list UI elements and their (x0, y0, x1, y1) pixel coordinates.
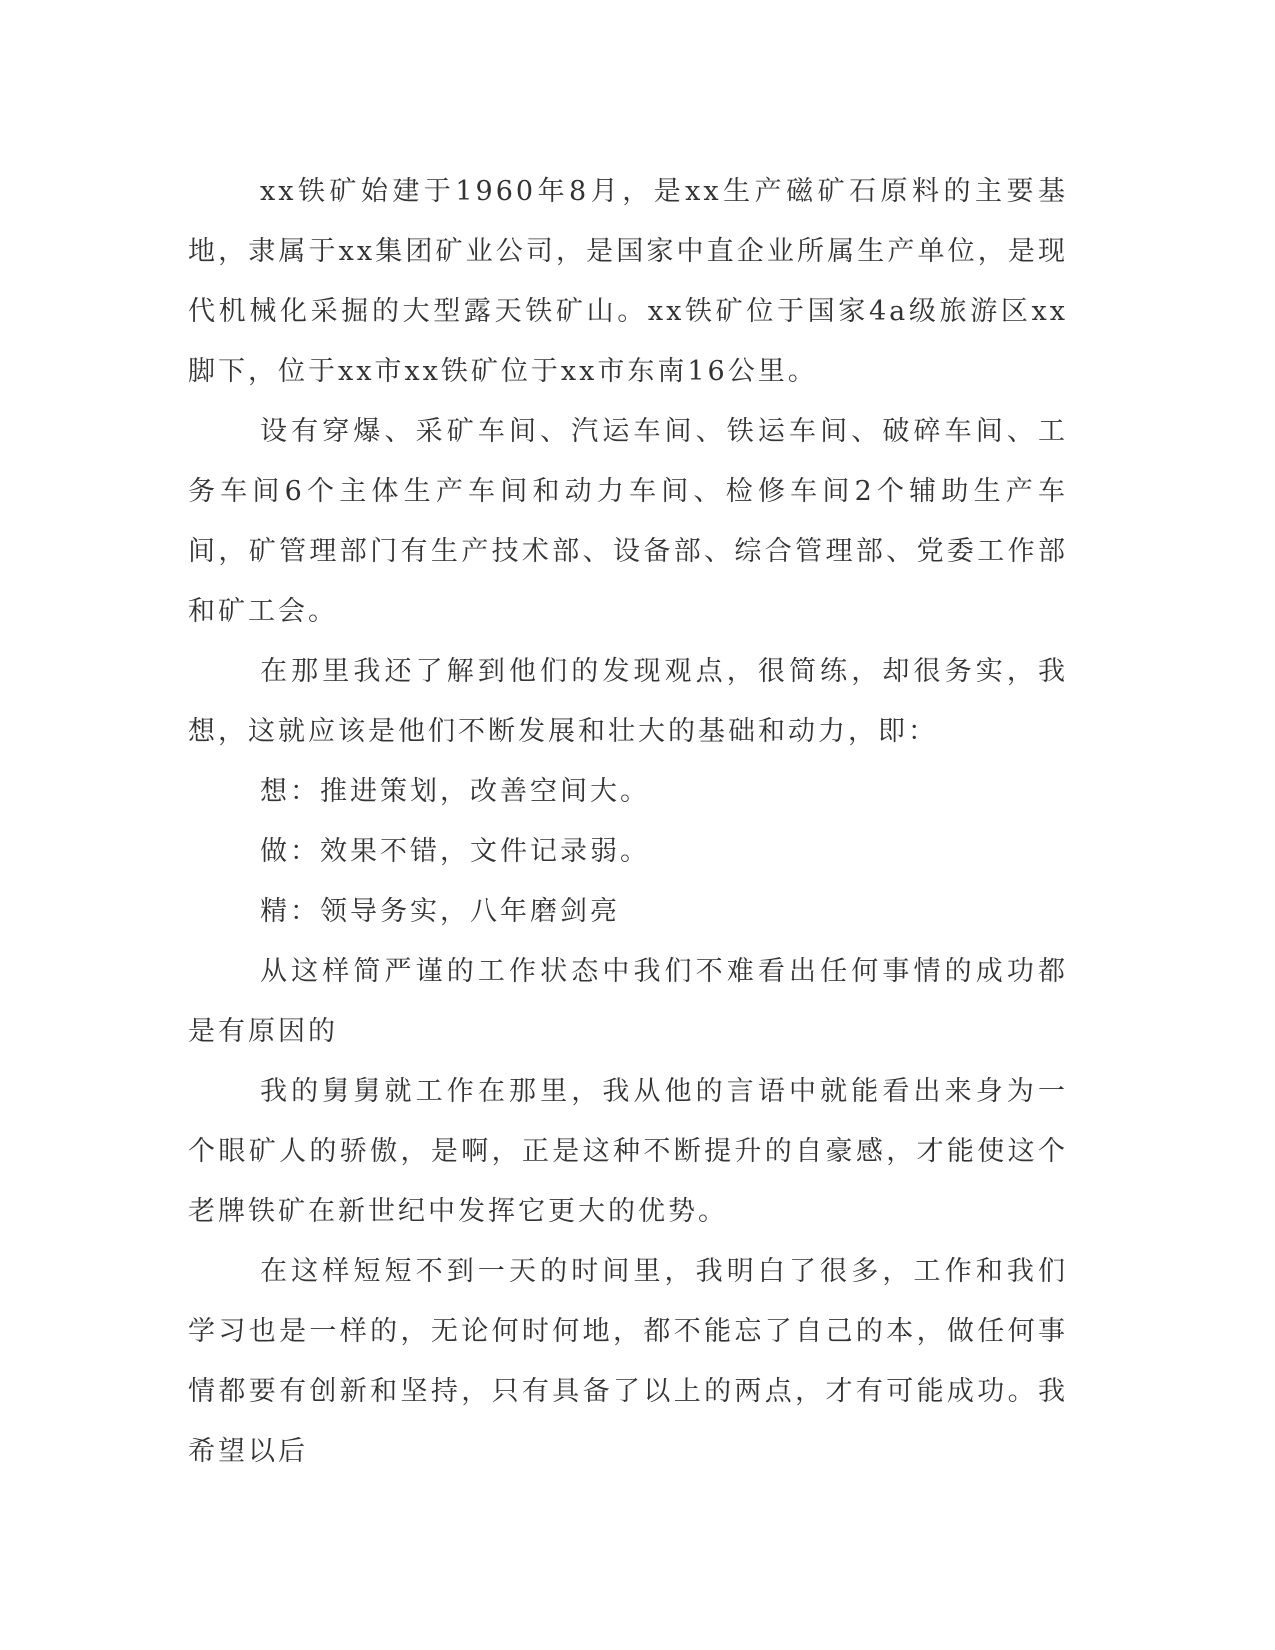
paragraph-refine: 精：领导务实，八年磨剑亮 (260, 896, 620, 927)
paragraph-reflection: 在这样短短不到一天的时间里，我明白了很多，工作和我们学习也是一样的，无论何时何地，都不能忘了自己的本，做任何事情都要有创新和坚持，只有具备了以上的两点，才有可能成功。我希望以后 (188, 1256, 1068, 1467)
paragraph-mine-history: xx铁矿始建于1960年8月，是xx生产磁矿石原料的主要基地，隶属于xx集团矿业公司，是国家中直企业所属生产单位，是现代机械化采掘的大型露天铁矿山。xx铁矿位于国家4a级旅游区xx脚下，位于xx市xx铁矿位于xx市东南16公里。 (188, 176, 1068, 387)
paragraph-do: 做：效果不错，文件记录弱。 (260, 836, 650, 867)
paragraph-success-reason: 从这样简严谨的工作状态中我们不难看出任何事情的成功都是有原因的 (188, 956, 1068, 1047)
paragraph-viewpoints-intro: 在那里我还了解到他们的发现观点，很简练，却很务实，我想，这就应该是他们不断发展和壮大的基础和动力，即： (188, 656, 1068, 747)
document-body (188, 162, 1068, 1482)
paragraph-workshops: 设有穿爆、采矿车间、汽运车间、铁运车间、破碎车间、工务车间6个主体生产车间和动力车间、检修车间2个辅助生产车间，矿管理部门有生产技术部、设备部、综合管理部、党委工作部和矿工会。 (188, 416, 1068, 627)
paragraph-uncle: 我的舅舅就工作在那里，我从他的言语中就能看出来身为一个眼矿人的骄傲，是啊，正是这种不断提升的自豪感，才能使这个老牌铁矿在新世纪中发挥它更大的优势。 (188, 1076, 1068, 1227)
paragraph-think: 想：推进策划，改善空间大。 (260, 776, 650, 807)
